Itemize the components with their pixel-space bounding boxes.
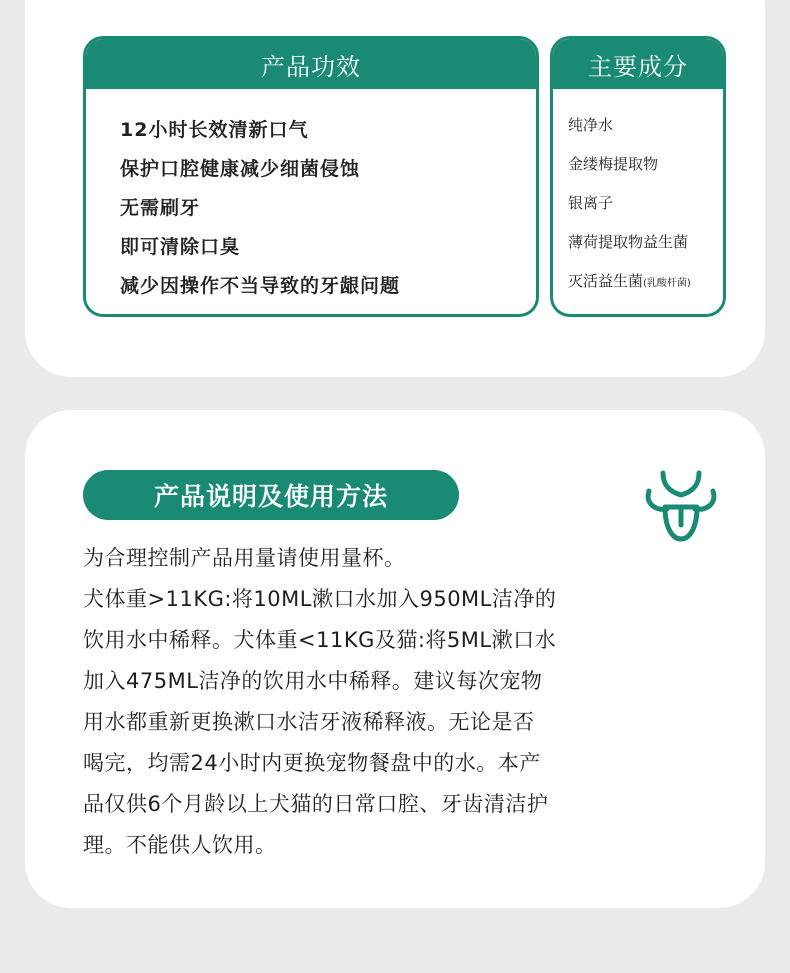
ingredient-item: 薄荷提取物益生菌 bbox=[568, 233, 689, 251]
ingredient-item: 银离子 bbox=[568, 194, 614, 212]
effect-item: 即可清除口臭 bbox=[120, 236, 241, 258]
instruction-line: 理。不能供人饮用。 bbox=[83, 833, 277, 857]
ingredients-box bbox=[550, 36, 726, 317]
instruction-line: 品仅供6个月龄以上犬猫的日常口腔、牙齿清洁护 bbox=[83, 792, 549, 816]
effects-box bbox=[83, 36, 539, 317]
instructions-text bbox=[83, 538, 673, 866]
effect-item: 减少因操作不当导致的牙龈问题 bbox=[120, 275, 401, 297]
ingredient-name: 灭活益生菌 bbox=[568, 272, 644, 290]
effects-list bbox=[86, 89, 536, 306]
mouth-tooth-icon bbox=[643, 465, 719, 543]
ingredient-item: 纯净水 bbox=[568, 116, 614, 134]
effect-item: 无需刷牙 bbox=[120, 197, 201, 219]
instruction-line: 饮用水中稀释。犬体重<11KG及猫:将5ML漱口水 bbox=[83, 628, 557, 652]
effect-item: 保护口腔健康减少细菌侵蚀 bbox=[120, 158, 361, 180]
instruction-line: 用水都重新更换漱口水洁牙液稀释液。无论是否 bbox=[83, 710, 535, 734]
instructions-title: 产品说明及使用方法 bbox=[83, 470, 459, 520]
ingredient-item bbox=[568, 262, 723, 303]
effects-title: 产品功效 bbox=[86, 39, 536, 89]
instruction-line: 为合理控制产品用量请使用量杯。 bbox=[83, 546, 406, 570]
instruction-line: 犬体重>11KG:将10ML漱口水加入950ML洁净的 bbox=[83, 587, 557, 611]
ingredient-note: (乳酸杆菌) bbox=[643, 278, 691, 289]
ingredients-list bbox=[553, 89, 723, 303]
ingredient-item: 金缕梅提取物 bbox=[568, 155, 659, 173]
instruction-line: 喝完，均需24小时内更换宠物餐盘中的水。本产 bbox=[83, 751, 541, 775]
instruction-line: 加入475ML洁净的饮用水中稀释。建议每次宠物 bbox=[83, 669, 543, 693]
ingredients-title: 主要成分 bbox=[553, 39, 723, 89]
effect-item: 12小时长效清新口气 bbox=[120, 119, 309, 141]
